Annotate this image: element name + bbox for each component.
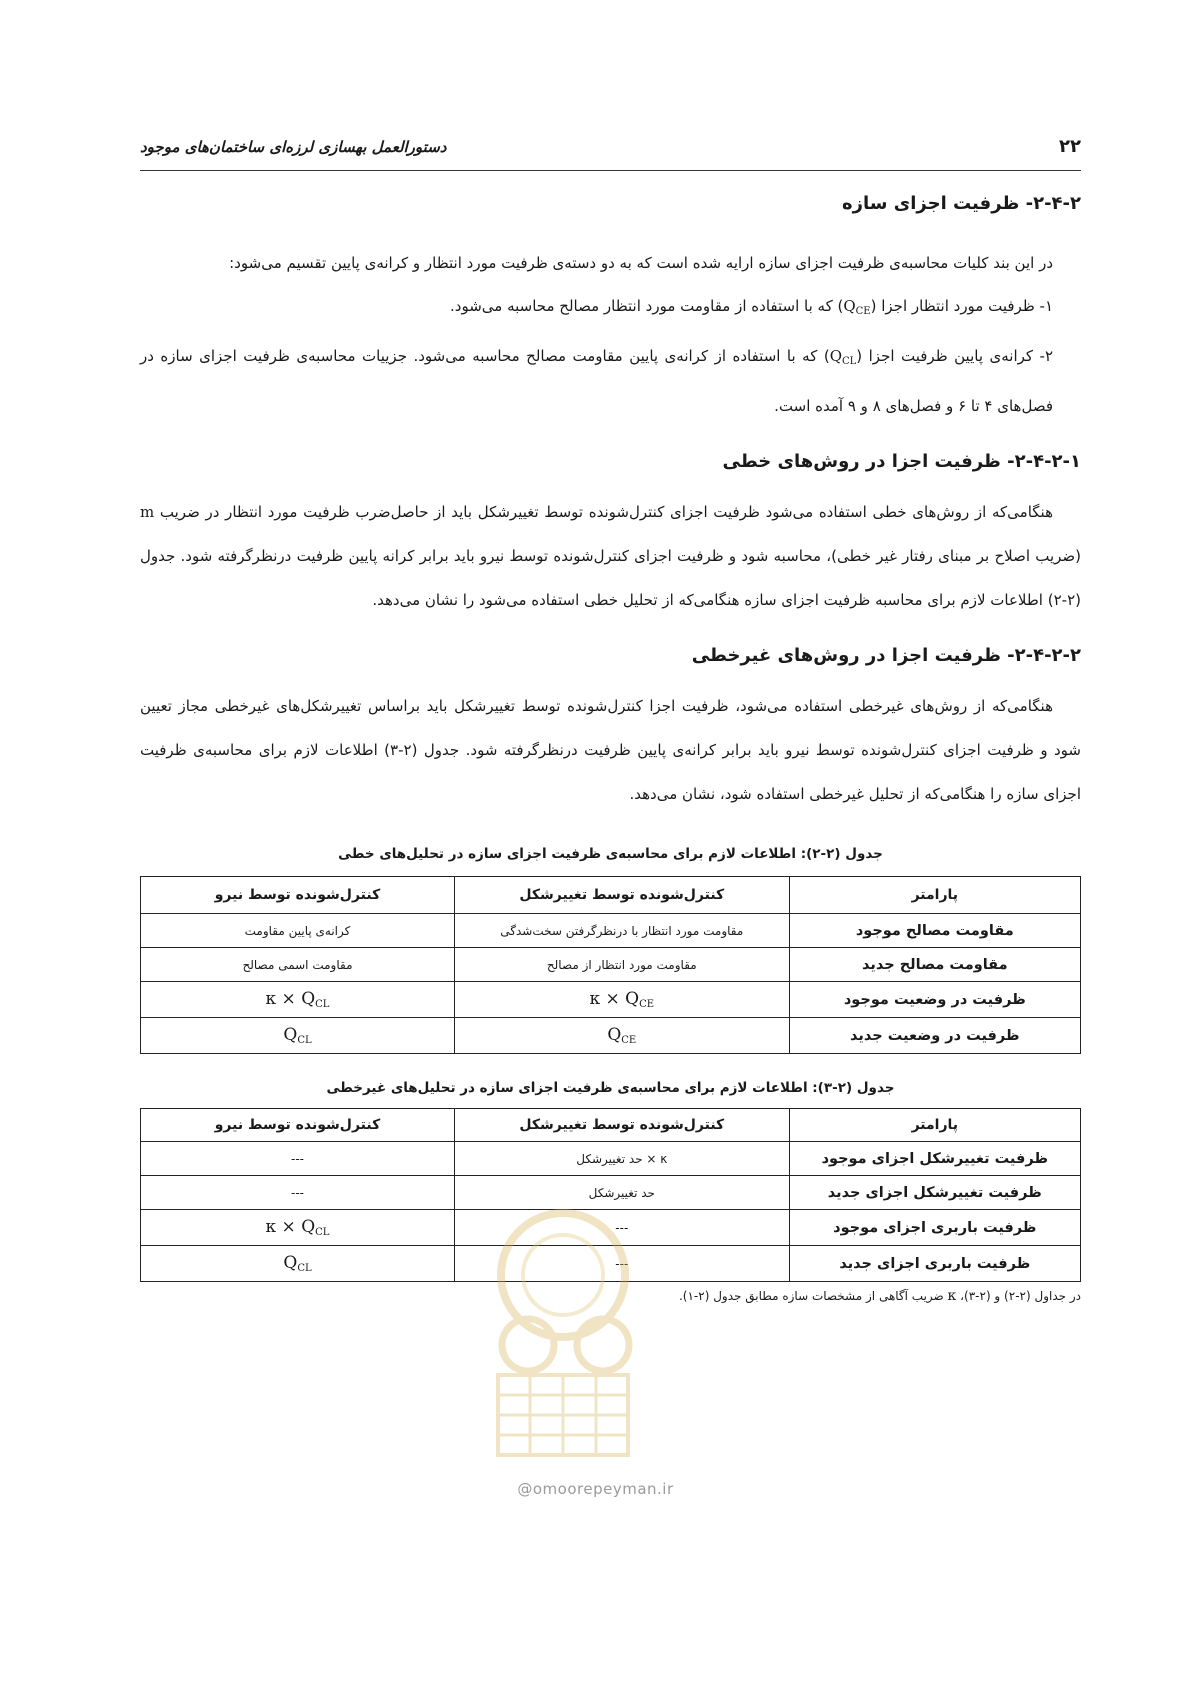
table-cell: $Q_{CL}$ bbox=[141, 1246, 455, 1282]
table-1 bbox=[140, 876, 1081, 1054]
subsection-2-text: هنگامی‌که از روش‌های غیرخطی استفاده می‌شود، ظرفیت اجزا کنترل‌شونده توسط تغییرشکل باید براساس تغییرشکل‌های غیرخطی مجاز تعیین شود و ظرفیت اجزای کنترل‌شونده توسط نیرو باید برابر کرانه‌ی پایین ظرفیت درنظرگرفته شود. جدول (۲-۳) اطلاعات لازم برای محاسبه‌ی ظرفیت اجزای سازه را هنگامی‌که از تحلیل غیرخطی استفاده شود، نشان می‌دهد. bbox=[140, 697, 1082, 803]
list-item-1: ۱- ظرفیت مورد انتظار اجزا $(Q_{CE})$ که با استفاده از مقاومت مورد انتظار مصالح محاسبه می‌شود. bbox=[450, 297, 1053, 317]
table-cell: حد تغییرشکل bbox=[454, 1176, 789, 1210]
table-1-caption: جدول (۲-۲): اطلاعات لازم برای محاسبه‌ی ظرفیت اجزای سازه در تحلیل‌های خطی bbox=[338, 846, 883, 862]
section-intro: در این بند کلیات محاسبه‌ی ظرفیت اجزای سازه ارایه شده است که به دو دسته‌ی ظرفیت مورد انتظار و کرانه‌ی پایین تقسیم می‌شود: bbox=[229, 254, 1053, 272]
table-header-cell: پارامتر bbox=[789, 877, 1080, 914]
table-cell: --- bbox=[141, 1142, 455, 1176]
table-cell: مقاومت مورد انتظار با درنظرگرفتن سخت‌شدگی bbox=[454, 914, 789, 948]
table-cell: ظرفیت تغییرشکل اجزای موجود bbox=[789, 1142, 1080, 1176]
table-header-cell: پارامتر bbox=[789, 1109, 1080, 1142]
table-row bbox=[141, 1246, 1081, 1282]
running-title: دستورالعمل بهسازی لرزه‌ای ساختمان‌های موجود bbox=[140, 138, 447, 156]
page-body bbox=[140, 190, 1081, 1304]
table-cell: --- bbox=[141, 1176, 455, 1210]
table-cell: $Q_{CE}$ bbox=[454, 1018, 789, 1054]
table-cell: $Q_{CL}$ bbox=[141, 1018, 455, 1054]
header-rule bbox=[140, 170, 1081, 171]
table-cell: --- bbox=[454, 1210, 789, 1246]
table-header-cell: کنترل‌شونده توسط نیرو bbox=[141, 1109, 455, 1142]
table-cell: کرانه‌ی پایین مقاومت bbox=[141, 914, 455, 948]
table-cell: ظرفیت تغییرشکل اجزای جدید bbox=[789, 1176, 1080, 1210]
table-row bbox=[141, 914, 1081, 948]
table-row bbox=[141, 948, 1081, 982]
subsection-1-text: هنگامی‌که از روش‌های خطی استفاده می‌شود ظرفیت اجزای کنترل‌شونده توسط تغییرشکل باید از حاصل‌ضرب ظرفیت مورد انتظار در ضریب m (ضریب اصلاح بر مبنای رفتار غیر خطی)، محاسبه شود و ظرفیت اجزای کنترل‌شونده توسط نیرو باید برابر کرانه پایین ظرفیت درنظرگرفته شود. جدول (۲-۲) اطلاعات لازم برای محاسبه ظرفیت اجزای سازه هنگامی‌که از تحلیل خطی استفاده می‌شود را نشان می‌دهد. bbox=[140, 503, 1081, 609]
table-note: در جداول (۲-۲) و (۲-۳)، κ ضریب آگاهی از مشخصات سازه مطابق جدول (۲-۱). bbox=[678, 1288, 1081, 1304]
table-cell: مقاومت مصالح موجود bbox=[789, 914, 1080, 948]
table-row bbox=[141, 1176, 1081, 1210]
table-header-cell: کنترل‌شونده توسط نیرو bbox=[141, 877, 455, 914]
table-header-row bbox=[141, 877, 1081, 914]
table-row bbox=[141, 1018, 1081, 1054]
table-row bbox=[141, 1210, 1081, 1246]
table-row bbox=[141, 982, 1081, 1018]
table-cell: $\kappa \times Q_{CL}$ bbox=[141, 1210, 455, 1246]
table-row bbox=[141, 1142, 1081, 1176]
table-header-cell: کنترل‌شونده توسط تغییرشکل bbox=[454, 1109, 789, 1142]
table-2-caption: جدول (۲-۳): اطلاعات لازم برای محاسبه‌ی ظرفیت اجزای سازه در تحلیل‌های غیرخطی bbox=[326, 1080, 895, 1096]
subsection-2-heading: ۲-۴-۲-۲- ظرفیت اجزا در روش‌های غیرخطی bbox=[691, 645, 1081, 666]
table-cell: مقاومت مورد انتظار از مصالح bbox=[454, 948, 789, 982]
page-header bbox=[140, 136, 1081, 166]
watermark-url: @omoorepeyman.ir bbox=[517, 1480, 674, 1498]
table-cell: $\kappa \times Q_{CE}$ bbox=[454, 982, 789, 1018]
table-cell: مقاومت اسمی مصالح bbox=[141, 948, 455, 982]
table-cell: κ × حد تغییرشکل bbox=[454, 1142, 789, 1176]
table-cell: ظرفیت باربری اجزای موجود bbox=[789, 1210, 1080, 1246]
list-item-2: ۲- کرانه‌ی پایین ظرفیت اجزا $(Q_{CL})$ که با استفاده از کرانه‌ی پایین مقاومت مصالح محاسبه می‌شود. جزییات محاسبه‌ی ظرفیت اجزای سازه در فصل‌های ۴ تا ۶ و فصل‌های ۸ و ۹ آمده است. bbox=[140, 347, 1053, 415]
table-header-cell: کنترل‌شونده توسط تغییرشکل bbox=[454, 877, 789, 914]
table-2 bbox=[140, 1108, 1081, 1282]
table-cell: --- bbox=[454, 1246, 789, 1282]
page-number: ۲۲ bbox=[1059, 136, 1081, 157]
table-cell: ظرفیت باربری اجزای جدید bbox=[789, 1246, 1080, 1282]
subsection-1-heading: ۲-۴-۲-۱- ظرفیت اجزا در روش‌های خطی bbox=[722, 451, 1081, 472]
table-header-row bbox=[141, 1109, 1081, 1142]
table-cell: ظرفیت در وضعیت جدید bbox=[789, 1018, 1080, 1054]
table-cell: مقاومت مصالح جدید bbox=[789, 948, 1080, 982]
table-cell: ظرفیت در وضعیت موجود bbox=[789, 982, 1080, 1018]
section-heading: ۲-۴-۲- ظرفیت اجزای سازه bbox=[842, 193, 1081, 214]
table-cell: $\kappa \times Q_{CL}$ bbox=[141, 982, 455, 1018]
